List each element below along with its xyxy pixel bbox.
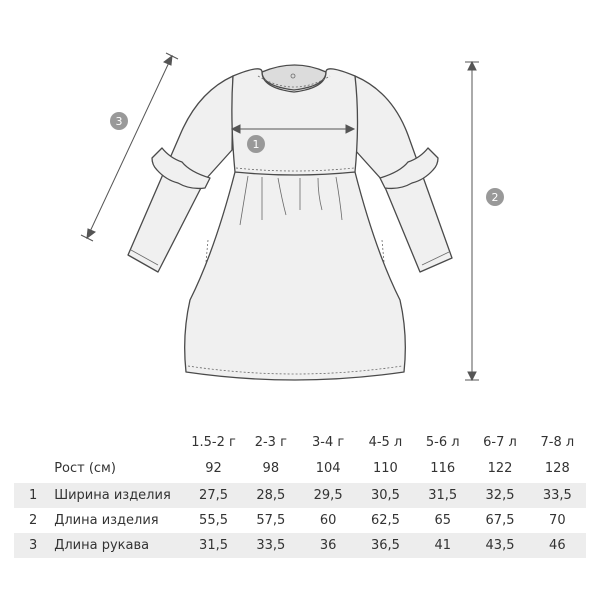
row-label: Ширина изделия <box>52 483 185 508</box>
row-value: 65 <box>434 513 451 528</box>
row-value: 33,5 <box>242 533 299 558</box>
row-value: 104 <box>315 461 341 476</box>
row-label: Длина рукава <box>52 533 185 558</box>
size-header: 6-7 л <box>483 434 517 450</box>
size-header: 4-5 л <box>368 434 403 450</box>
table-row-sleeve <box>14 533 586 558</box>
row-value: 32,5 <box>471 483 528 508</box>
row-value: 116 <box>430 461 456 476</box>
row-value: 67,5 <box>485 513 515 528</box>
size-header: 1.5-2 г <box>191 434 236 450</box>
row-value: 29,5 <box>299 483 356 508</box>
table-row-length <box>14 508 586 533</box>
row-value: 70 <box>549 513 566 528</box>
row-value: 46 <box>529 533 586 558</box>
size-header-row <box>14 428 586 456</box>
row-value: 27,5 <box>185 483 242 508</box>
row-value: 33,5 <box>529 483 586 508</box>
row-value: 92 <box>205 461 222 476</box>
row-value: 60 <box>319 513 337 528</box>
size-header: 5-6 л <box>425 434 460 450</box>
row-value: 30,5 <box>357 483 414 508</box>
row-number: 2 <box>28 513 38 528</box>
row-value: 43,5 <box>471 533 528 558</box>
row-value: 98 <box>262 461 280 476</box>
size-header: 2-3 г <box>254 434 287 450</box>
row-value: 55,5 <box>199 513 228 528</box>
row-value: 28,5 <box>242 483 299 508</box>
marker-3-label: 3 <box>115 115 123 128</box>
row-number <box>14 456 52 481</box>
dress-drawing <box>128 65 452 380</box>
marker-1-label: 1 <box>252 138 260 151</box>
row-value: 41 <box>414 533 471 558</box>
row-value: 31,5 <box>414 483 471 508</box>
row-number: 1 <box>14 483 52 508</box>
row-value: 122 <box>487 461 513 476</box>
row-number: 3 <box>14 533 52 558</box>
row-value: 128 <box>544 461 570 476</box>
size-table <box>14 428 586 558</box>
row-value: 57,5 <box>256 513 286 528</box>
row-value: 110 <box>373 461 398 476</box>
row-value: 31,5 <box>185 533 242 558</box>
row-label: Рост (см) <box>54 461 116 476</box>
table-row-height <box>14 456 586 481</box>
row-value: 62,5 <box>370 513 400 528</box>
skirt <box>185 172 406 380</box>
row-label: Длина изделия <box>54 513 159 528</box>
size-header: 7-8 л <box>540 434 575 450</box>
row-value: 36 <box>299 533 356 558</box>
row-value: 36,5 <box>357 533 414 558</box>
marker-2-label: 2 <box>491 191 499 204</box>
table-row-width <box>14 483 586 508</box>
size-header: 3-4 г <box>312 434 345 450</box>
